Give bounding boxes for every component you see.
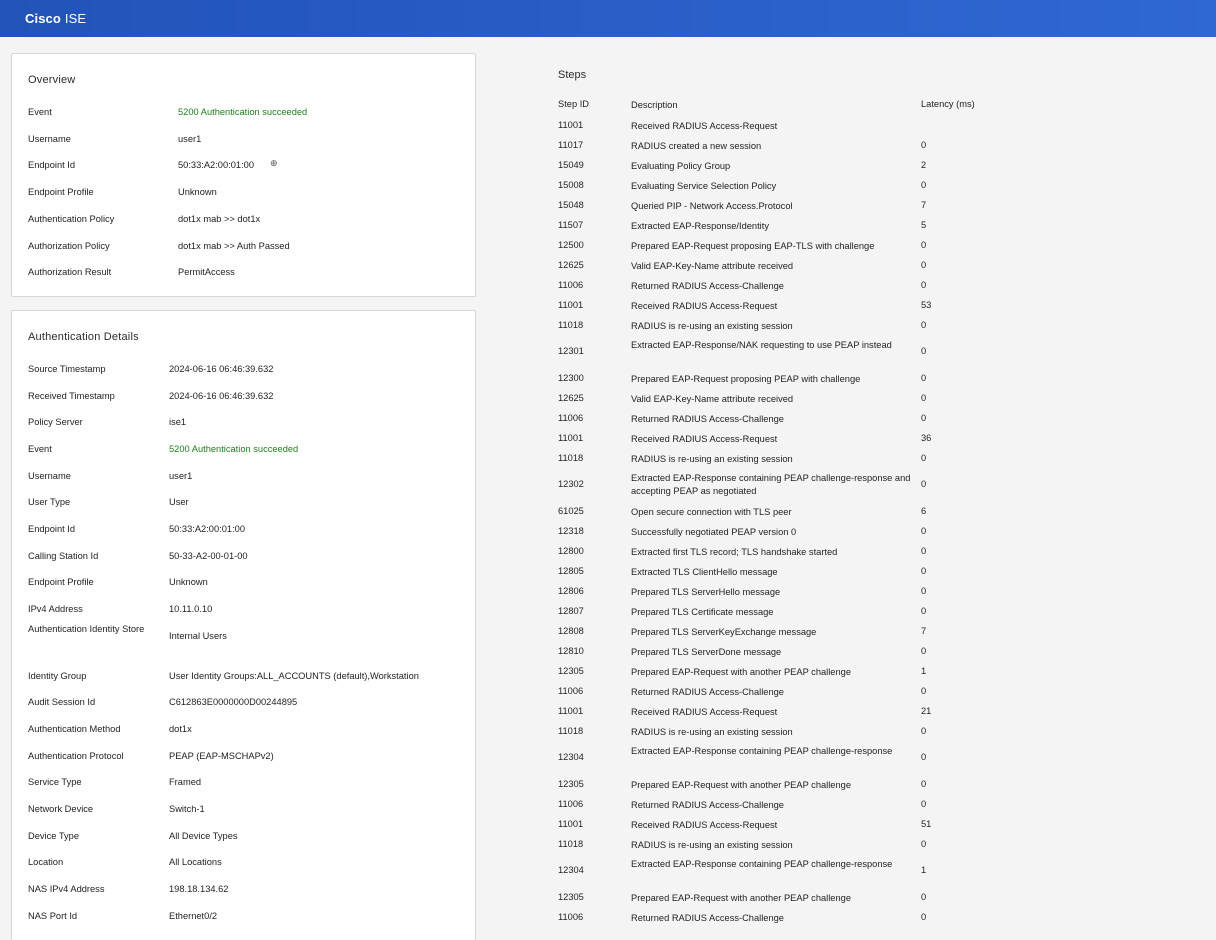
step-latency: 0: [921, 240, 927, 250]
step-latency: 0: [921, 799, 927, 809]
step-id: 11001: [558, 819, 584, 829]
step-id: 11006: [558, 912, 584, 922]
brand-logo[interactable]: [25, 11, 86, 26]
auth-detail-value: 5200 Authentication succeeded: [169, 444, 299, 454]
overview-field-value: 5200 Authentication succeeded: [178, 107, 308, 117]
auth-detail-value: Unknown: [169, 577, 208, 587]
step-latency: 21: [921, 706, 932, 716]
auth-detail-value: User Identity Groups:ALL_ACCOUNTS (default),Workstation: [169, 671, 419, 681]
step-description: Returned RADIUS Access-Challenge: [631, 800, 784, 810]
auth-detail-label: Endpoint Profile: [28, 577, 94, 587]
step-description: Prepared EAP-Request proposing EAP-TLS with challenge: [631, 241, 875, 251]
overview-field-value: user1: [178, 134, 202, 144]
auth-detail-label: Identity Group: [28, 671, 87, 681]
step-id: 11001: [558, 706, 584, 716]
step-description: RADIUS created a new session: [631, 141, 762, 151]
step-id: 11018: [558, 453, 584, 463]
step-id: 12805: [558, 566, 584, 576]
step-description: Prepared EAP-Request proposing PEAP with challenge: [631, 374, 861, 384]
auth-detail-label: Authentication Identity Store: [28, 624, 145, 634]
step-latency: 5: [921, 220, 927, 230]
step-description: RADIUS is re-using an existing session: [631, 840, 793, 850]
step-description: Evaluating Policy Group: [631, 161, 731, 171]
step-latency: 6: [921, 506, 927, 516]
auth-detail-value: 50-33-A2-00-01-00: [169, 551, 248, 561]
auth-detail-value: 50:33:A2:00:01:00: [169, 524, 245, 534]
overview-field-label: Authorization Result: [28, 267, 112, 277]
auth-detail-label: Event: [28, 444, 52, 454]
overview-field-label: Endpoint Profile: [28, 187, 94, 197]
step-id: 11018: [558, 320, 584, 330]
step-description: Prepared TLS ServerKeyExchange message: [631, 627, 817, 637]
step-id: 11018: [558, 726, 584, 736]
auth-detail-value: 2024-06-16 06:46:39.632: [169, 391, 274, 401]
step-latency: 0: [921, 686, 927, 696]
auth-detail-label: Username: [28, 471, 71, 481]
auth-detail-label: Device Type: [28, 831, 79, 841]
top-header-bar: [0, 0, 1216, 37]
column-header-latency: Latency (ms): [921, 99, 975, 109]
step-latency: 0: [921, 726, 927, 736]
step-description: Received RADIUS Access-Request: [631, 301, 778, 311]
overview-panel: [11, 53, 476, 297]
step-description: Evaluating Service Selection Policy: [631, 181, 777, 191]
step-id: 61025: [558, 506, 584, 516]
globe-icon[interactable]: ⊕: [270, 158, 278, 168]
auth-detail-value: User: [169, 497, 189, 507]
auth-detail-value: dot1x: [169, 724, 192, 734]
overview-field-label: Authorization Policy: [28, 241, 110, 251]
step-id: 11507: [558, 220, 584, 230]
step-id: 12807: [558, 606, 584, 616]
step-latency: 1: [921, 865, 927, 875]
overview-field-label: Endpoint Id: [28, 160, 76, 170]
step-latency: 2: [921, 160, 927, 170]
step-id: 12500: [558, 240, 584, 250]
step-description: Returned RADIUS Access-Challenge: [631, 913, 784, 923]
step-id: 11001: [558, 300, 584, 310]
step-description: Successfully negotiated PEAP version 0: [631, 527, 797, 537]
overview-field-value: dot1x mab >> dot1x: [178, 214, 261, 224]
step-id: 11017: [558, 140, 584, 150]
step-latency: 0: [921, 346, 927, 356]
overview-title: Overview: [28, 74, 76, 86]
step-description: Received RADIUS Access-Request: [631, 121, 778, 131]
step-description: Extracted EAP-Response/Identity: [631, 221, 769, 231]
step-latency: 0: [921, 479, 927, 489]
step-id: 12625: [558, 393, 584, 403]
step-description: Prepared EAP-Request with another PEAP challenge: [631, 780, 851, 790]
step-latency: 0: [921, 892, 927, 902]
auth-detail-label: User Type: [28, 497, 71, 507]
step-id: 12305: [558, 666, 584, 676]
auth-detail-value: 10.11.0.10: [169, 604, 213, 614]
step-latency: 0: [921, 526, 927, 536]
overview-field-label: Authentication Policy: [28, 214, 115, 224]
step-description: Returned RADIUS Access-Challenge: [631, 687, 784, 697]
steps-title: Steps: [558, 69, 587, 81]
step-latency: 7: [921, 626, 927, 636]
auth-detail-value: All Locations: [169, 857, 222, 867]
step-description: Returned RADIUS Access-Challenge: [631, 414, 784, 424]
auth-detail-label: Network Device: [28, 804, 94, 814]
step-latency: 0: [921, 606, 927, 616]
column-header-step-id: Step ID: [558, 99, 590, 109]
step-description: Extracted first TLS record; TLS handshake started: [631, 547, 838, 557]
auth-detail-label: Received Timestamp: [28, 391, 115, 401]
auth-detail-label: IPv4 Address: [28, 604, 83, 614]
step-latency: 0: [921, 180, 927, 190]
step-latency: 0: [921, 912, 927, 922]
auth-detail-value: PEAP (EAP-MSCHAPv2): [169, 751, 274, 761]
step-description: Valid EAP-Key-Name attribute received: [631, 261, 794, 271]
auth-detail-value: Ethernet0/2: [169, 911, 218, 921]
step-description: Extracted TLS ClientHello message: [631, 567, 778, 577]
step-id: 15049: [558, 160, 584, 170]
auth-detail-value: user1: [169, 471, 193, 481]
step-id: 12300: [558, 373, 584, 383]
authentication-details-title: Authentication Details: [28, 331, 139, 343]
step-description: Received RADIUS Access-Request: [631, 707, 778, 717]
step-description: Extracted EAP-Response containing PEAP challenge-response: [631, 746, 893, 756]
auth-detail-value: ise1: [169, 417, 187, 427]
auth-detail-label: Location: [28, 857, 64, 867]
auth-detail-value: Internal Users: [169, 631, 227, 641]
step-id: 12302: [558, 479, 584, 489]
overview-field-value: dot1x mab >> Auth Passed: [178, 241, 290, 251]
step-latency: 36: [921, 433, 932, 443]
step-id: 11018: [558, 839, 584, 849]
step-latency: 0: [921, 373, 927, 383]
step-id: 11001: [558, 120, 584, 130]
step-latency: 53: [921, 300, 932, 310]
step-id: 12304: [558, 865, 584, 875]
step-latency: 0: [921, 566, 927, 576]
step-description: Prepared TLS ServerDone message: [631, 647, 782, 657]
step-latency: 51: [921, 819, 932, 829]
step-description: Received RADIUS Access-Request: [631, 820, 778, 830]
step-description: Extracted EAP-Response containing PEAP challenge-response: [631, 859, 893, 869]
step-id: 12808: [558, 626, 584, 636]
step-id: 11006: [558, 413, 584, 423]
step-latency: 0: [921, 646, 927, 656]
step-id: 12305: [558, 892, 584, 902]
step-id: 11001: [558, 433, 584, 443]
step-latency: 1: [921, 666, 927, 676]
step-description: Open secure connection with TLS peer: [631, 507, 792, 517]
step-description: RADIUS is re-using an existing session: [631, 454, 793, 464]
auth-detail-label: NAS IPv4 Address: [28, 884, 105, 894]
step-description: Prepared TLS Certificate message: [631, 607, 774, 617]
step-description: Extracted EAP-Response/NAK requesting to use PEAP instead: [631, 340, 892, 350]
auth-detail-value: Switch-1: [169, 804, 205, 814]
step-latency: 0: [921, 260, 927, 270]
step-latency: 0: [921, 280, 927, 290]
step-id: 11006: [558, 799, 584, 809]
step-id: 12810: [558, 646, 584, 656]
step-id: 15048: [558, 200, 584, 210]
step-description: RADIUS is re-using an existing session: [631, 727, 793, 737]
step-id: 12301: [558, 346, 584, 356]
step-latency: 0: [921, 140, 927, 150]
auth-detail-label: NAS Port Id: [28, 911, 78, 921]
step-description: RADIUS is re-using an existing session: [631, 321, 793, 331]
step-id: 12318: [558, 526, 584, 536]
step-id: 12800: [558, 546, 584, 556]
step-id: 11006: [558, 686, 584, 696]
column-header-description: Description: [631, 100, 678, 110]
step-latency: 0: [921, 546, 927, 556]
step-latency: 0: [921, 453, 927, 463]
step-latency: 0: [921, 393, 927, 403]
step-description: Valid EAP-Key-Name attribute received: [631, 394, 794, 404]
overview-field-value: Unknown: [178, 187, 217, 197]
authentication-details-panel: [11, 310, 476, 940]
step-description: Prepared EAP-Request with another PEAP challenge: [631, 667, 851, 677]
step-id: 12304: [558, 752, 584, 762]
step-latency: 0: [921, 320, 927, 330]
overview-field-value: PermitAccess: [178, 267, 235, 277]
auth-detail-label: Authentication Protocol: [28, 751, 124, 761]
auth-detail-label: Service Type: [28, 777, 82, 787]
auth-detail-label: Audit Session Id: [28, 697, 96, 707]
step-id: 11006: [558, 280, 584, 290]
step-description: Prepared EAP-Request with another PEAP challenge: [631, 893, 851, 903]
auth-detail-value: C612863E0000000D00244895: [169, 697, 298, 707]
brand-name: Cisco: [25, 11, 61, 26]
step-description: Queried PIP - Network Access.Protocol: [631, 201, 793, 211]
auth-detail-label: Authentication Method: [28, 724, 121, 734]
auth-detail-label: Source Timestamp: [28, 364, 106, 374]
step-description: Prepared TLS ServerHello message: [631, 587, 781, 597]
step-description: Extracted EAP-Response containing PEAP challenge-response and accepting PEAP as negotiated: [631, 473, 911, 496]
auth-detail-value: Framed: [169, 777, 202, 787]
step-latency: 0: [921, 586, 927, 596]
step-latency: 0: [921, 413, 927, 423]
step-id: 12806: [558, 586, 584, 596]
auth-detail-label: Calling Station Id: [28, 551, 99, 561]
step-description: Received RADIUS Access-Request: [631, 434, 778, 444]
overview-field-value: 50:33:A2:00:01:00: [178, 160, 254, 170]
product-name: ISE: [64, 11, 87, 26]
step-latency: 0: [921, 839, 927, 849]
overview-field-label: Username: [28, 134, 71, 144]
auth-detail-value: All Device Types: [169, 831, 238, 841]
step-description: Returned RADIUS Access-Challenge: [631, 281, 784, 291]
overview-field-label: Event: [28, 107, 52, 117]
auth-detail-value: 2024-06-16 06:46:39.632: [169, 364, 274, 374]
step-id: 12305: [558, 779, 584, 789]
auth-detail-label: Policy Server: [28, 417, 83, 427]
step-id: 12625: [558, 260, 584, 270]
auth-detail-label: Endpoint Id: [28, 524, 76, 534]
step-latency: 7: [921, 200, 927, 210]
step-latency: 0: [921, 779, 927, 789]
step-id: 15008: [558, 180, 584, 190]
step-latency: 0: [921, 752, 927, 762]
auth-detail-value: 198.18.134.62: [169, 884, 229, 894]
